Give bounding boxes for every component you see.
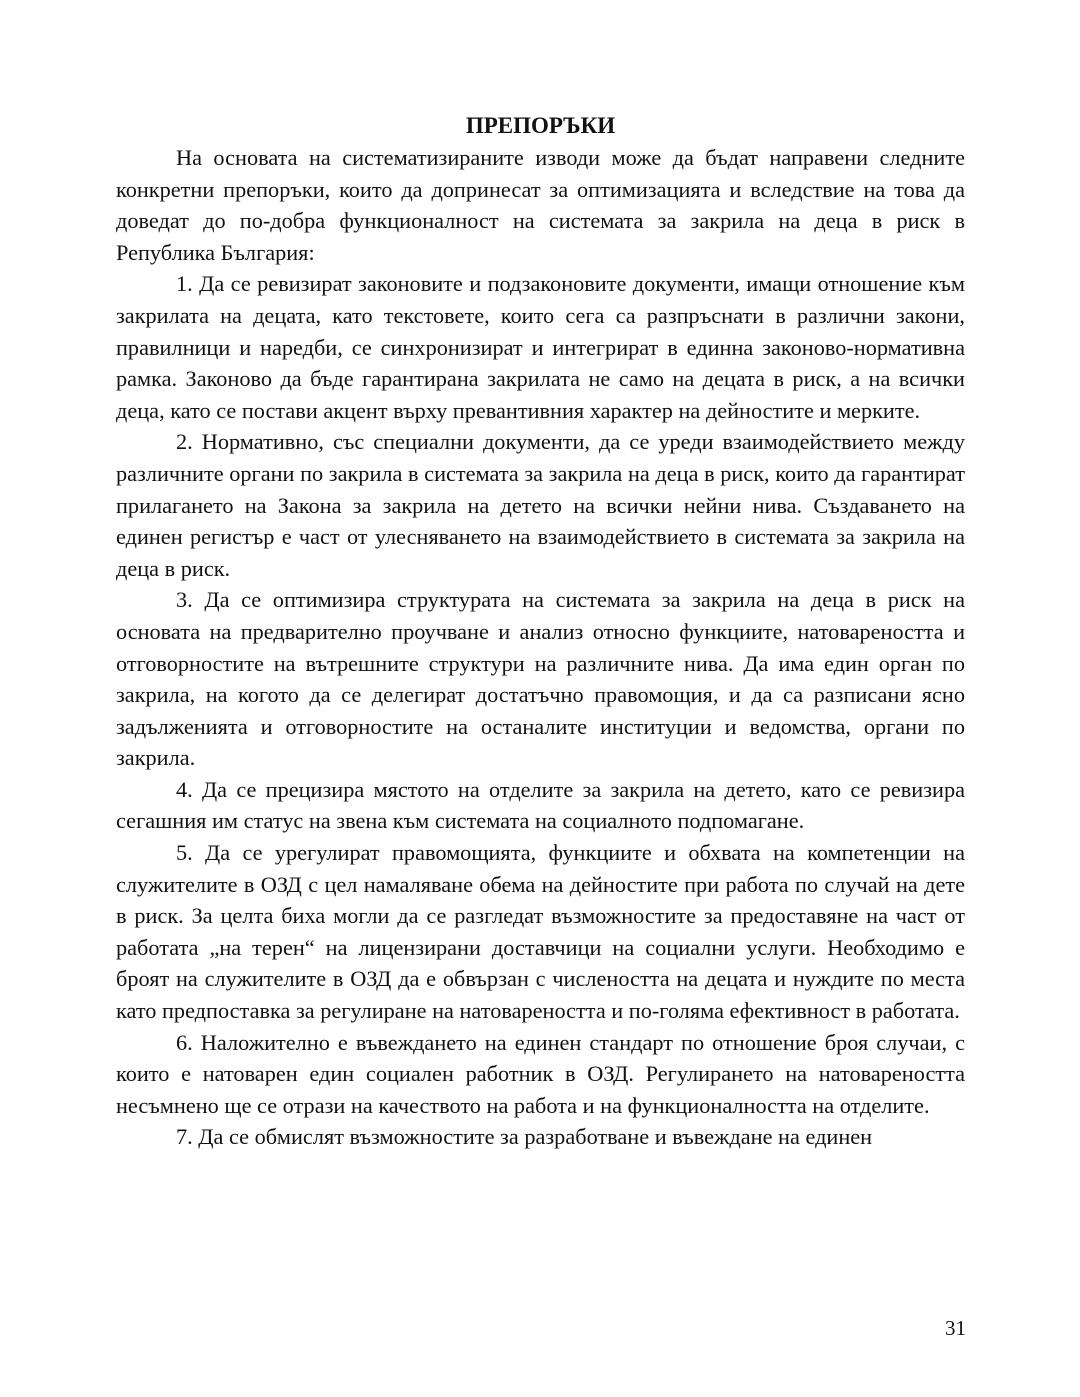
- intro-paragraph: На основата на систематизираните изводи може да бъдат направени следните конкретни препоръки, които да допринесат за оптимизацията и вследствие на това да доведат до по-добра функционалност на системата за закрила на деца в риск в Република България:: [116, 145, 965, 265]
- page-number: 31: [945, 1316, 966, 1340]
- recommendation-5: 5. Да се урегулират правомощията, функциите и обхвата на компетенции на служителите в ОЗД с цел намаляване обема на дейностите при работа по случай на дете в риск. За целта биха могли да се разгледат възможностите за предоставяне на част от работата „на терен“ на лицензирани доставчици на социални услуги. Необходимо е броят на служителите в ОЗД да е обвързан с числеността на децата и нуждите по места като предпоставка за регулиране на натовареността и по-голяма ефективност в работата.: [116, 840, 965, 1024]
- page-title: ПРЕПОРЪКИ: [465, 113, 616, 138]
- recommendation-2: 2. Нормативно, със специални документи, да се уреди взаимодействието между различните органи по закрила в системата за закрила на деца в риск, които да гарантират прилагането на Закона за закрила на детето на всички нейни нива. Създаването на единен регистър е част от улесняването на взаимодействието в системата за закрила на деца в риск.: [116, 429, 965, 581]
- document-page: [116, 110, 965, 1153]
- recommendation-3: 3. Да се оптимизира структурата на системата за закрила на деца в риск на основата на предварително проучване и анализ относно функциите, натовареността и отговорностите на вътрешните структури на различните нива. Да има един орган по закрила, на когото да се делегират достатъчно правомощия, и да са разписани ясно задълженията и отговорностите на останалите институции и ведомства, органи по закрила.: [116, 587, 965, 771]
- recommendation-6: 6. Наложително е въвеждането на единен стандарт по отношение броя случаи, с които е натоварен един социален работник в ОЗД. Регулирането на натовареността несъмнено ще се отрази на качеството на работа и на функционалността на отделите.: [116, 1029, 965, 1118]
- recommendation-1: 1. Да се ревизират законовите и подзаконовите документи, имащи отношение към закрилата на децата, като текстовете, които сега са разпръснати в различни закони, правилници и наредби, се синхронизират и интегрират в единна законово-нормативна рамка. Законово да бъде гарантирана закрилата не само на децата в риск, а на всички деца, като се постави акцент върху превантивния характер на дейностите и мерките.: [116, 271, 965, 423]
- recommendation-7: 7. Да се обмислят възможностите за разработване и въвеждане на единен: [176, 1124, 873, 1150]
- recommendation-4: 4. Да се прецизира мястото на отделите за закрила на детето, като се ревизира сегашния им статус на звена към системата на социалното подпомагане.: [116, 776, 965, 834]
